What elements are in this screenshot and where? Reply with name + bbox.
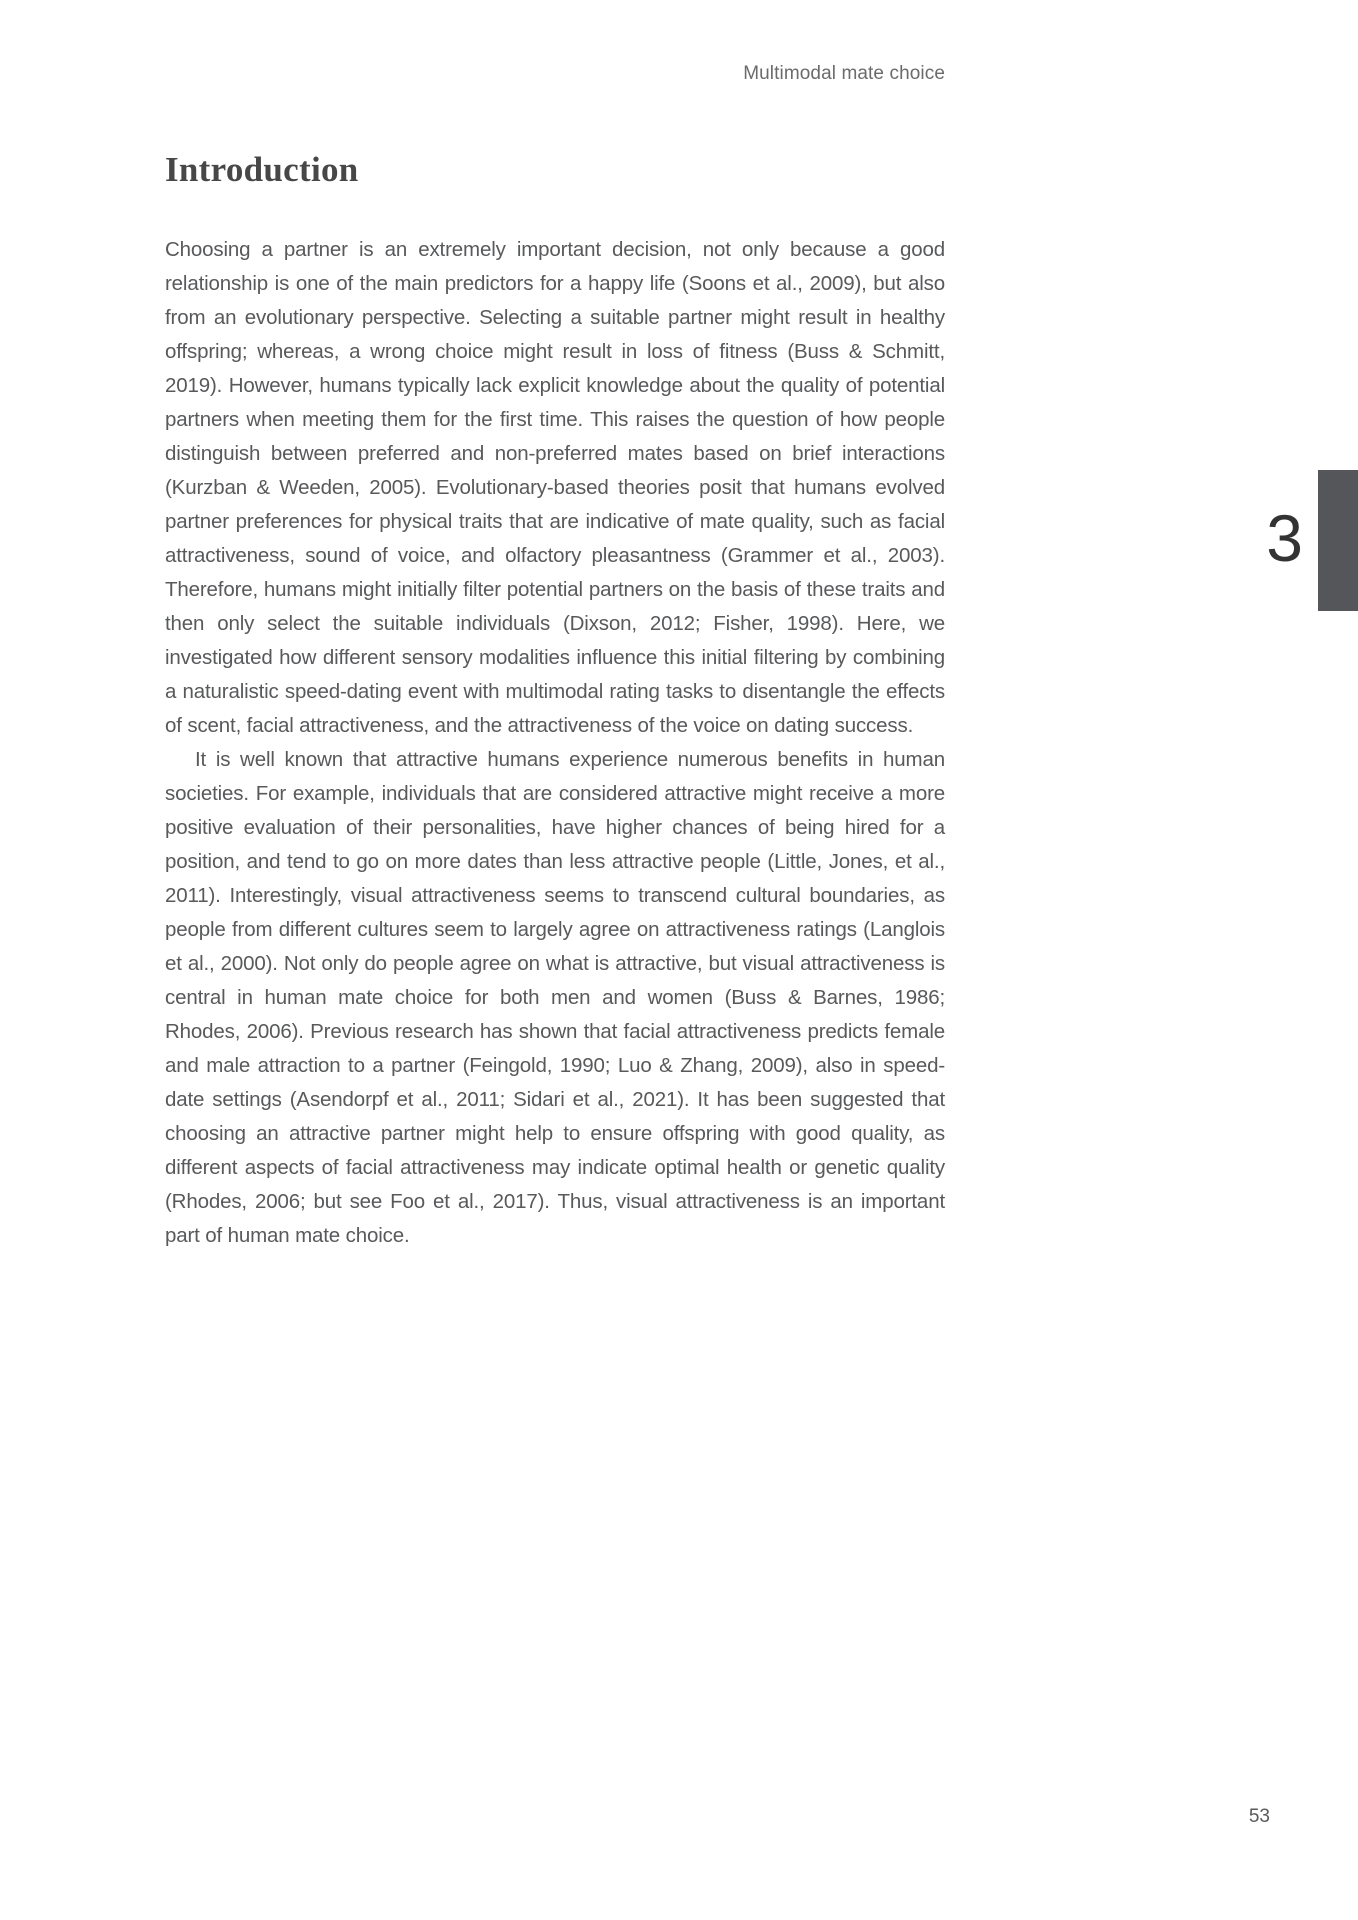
chapter-tab — [1318, 470, 1358, 611]
body-paragraph: It is well known that attractive humans experience numerous benefits in human societies. For example, individuals that are considered attractive might receive a more positive evaluation of their personalities, have higher chances of being hired for a position, and tend to go on more dates than less attractive people (Little, Jones, et al., 2011). Interestingly, visual attractiveness seems to transcend cultural boundaries, as people from different cultures seem to largely agree on attractiveness ratings (Langlois et al., 2000). Not only do people agree on what is attractive, but visual attractiveness is central in human mate choice for both men and women (Buss & Barnes, 1986; Rhodes, 2006). Previous research has shown that facial attractiveness predicts female and male attraction to a partner (Feingold, 1990; Luo & Zhang, 2009), also in speed-date settings (Asendorpf et al., 2011; Sidari et al., 2021). It has been suggested that choosing an attractive partner might help to ensure offspring with good quality, as different aspects of facial attractiveness may indicate optimal health or genetic quality (Rhodes, 2006; but see Foo et al., 2017). Thus, visual attractiveness is an important part of human mate choice. — [165, 748, 945, 1247]
chapter-number: 3 — [1266, 501, 1303, 575]
body-paragraph: Choosing a partner is an extremely important decision, not only because a good relationship is one of the main predictors for a happy life (Soons et al., 2009), but also from an evolutionary perspective. Selecting a suitable partner might result in healthy offspring; whereas, a wrong choice might result in loss of fitness (Buss & Schmitt, 2019). However, humans typically lack explicit knowledge about the quality of potential partners when meeting them for the first time. This raises the question of how people distinguish between preferred and non-preferred mates based on brief interactions (Kurzban & Weeden, 2005). Evolutionary-based theories posit that humans evolved partner preferences for physical traits that are indicative of mate quality, such as facial attractiveness, sound of voice, and olfactory pleasantness (Grammer et al., 2003). Therefore, humans might initially filter potential partners on the basis of these traits and then only select the suitable individuals (Dixson, 2012; Fisher, 1998). Here, we investigated how different sensory modalities influence this initial filtering by combining a naturalistic speed-dating event with multimodal rating tasks to disentangle the effects of scent, facial attractiveness, and the attractiveness of the voice on dating success. — [165, 238, 945, 737]
section-heading: Introduction — [165, 150, 359, 189]
running-header: Multimodal mate choice — [743, 63, 945, 84]
page-number: 53 — [1248, 1806, 1270, 1827]
body-text-block — [165, 233, 945, 1253]
